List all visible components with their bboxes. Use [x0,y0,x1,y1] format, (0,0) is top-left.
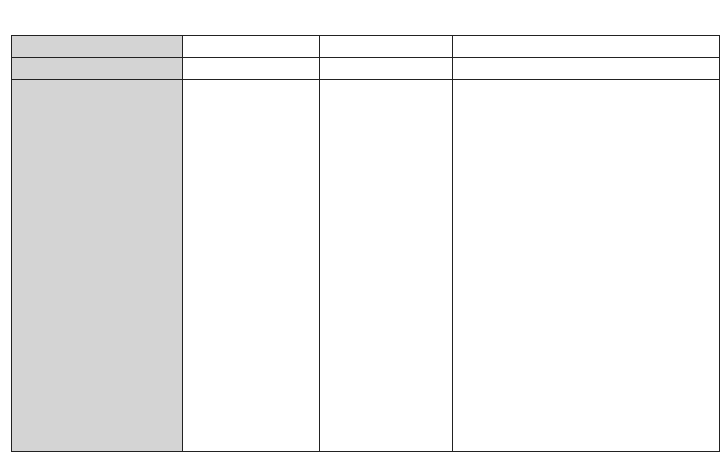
number-label [12,58,183,80]
ul-no-label [535,255,587,266]
header-ul [453,36,720,58]
tuv-number [320,58,453,80]
category-label [12,36,183,58]
load-row [12,80,720,452]
header-tuv [320,36,453,58]
ul-load-cell [453,80,720,452]
tuv-load-cell [320,80,453,452]
certification-table [11,35,720,452]
load-label [12,80,183,452]
ul-form-c-heads [458,255,719,267]
header-cqc [183,36,320,58]
ul-load-text [453,252,719,279]
cqc-load-cell [183,80,320,452]
number-row [12,58,720,80]
cqc-number [183,58,320,80]
ul-nc-label [587,255,642,266]
ul-number [453,58,720,80]
ul-line-30a [458,267,719,279]
category-row [12,36,720,58]
